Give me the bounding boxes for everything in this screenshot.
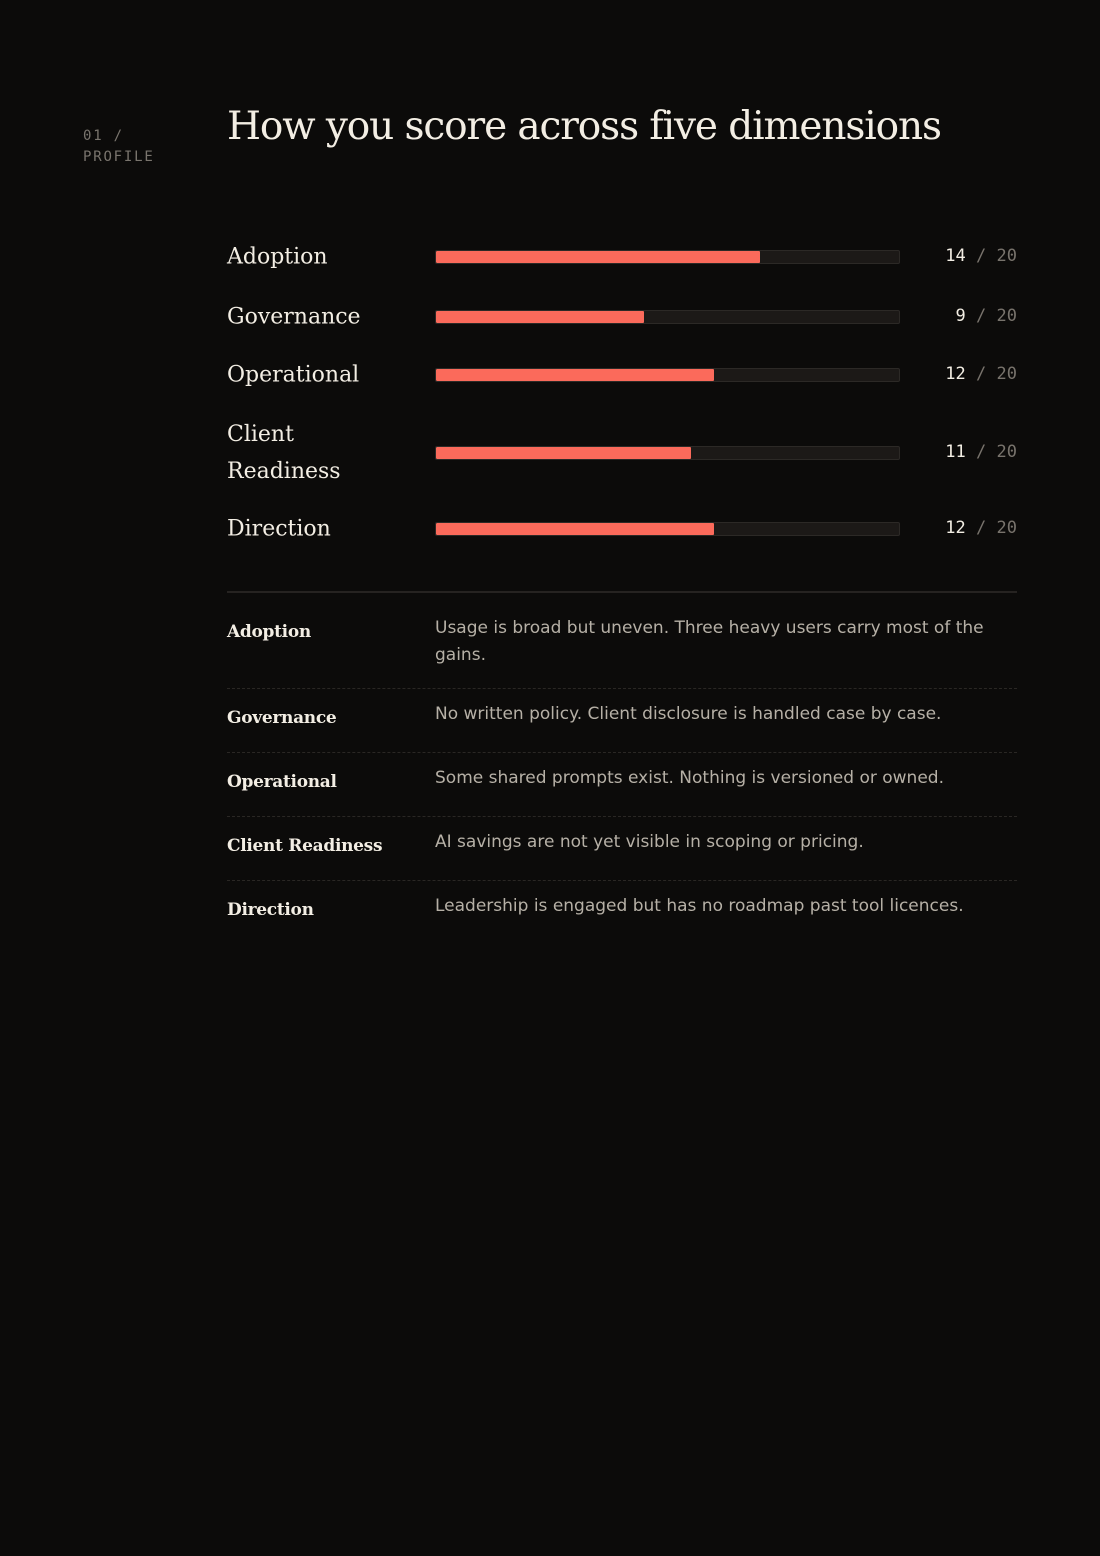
score-bar-track bbox=[435, 522, 900, 536]
score-max: 20 bbox=[996, 246, 1017, 266]
score-value bbox=[945, 518, 1017, 538]
score-bar-track bbox=[435, 368, 900, 382]
score-number: 12 bbox=[945, 364, 966, 384]
score-value bbox=[956, 306, 1017, 326]
section-name: PROFILE bbox=[83, 149, 155, 165]
note-text: No written policy. Client disclosure is handled case by case. bbox=[435, 704, 942, 724]
note-name: Adoption bbox=[227, 622, 311, 642]
score-separator: / bbox=[976, 442, 987, 462]
score-bar-track bbox=[435, 310, 900, 324]
score-row-operational bbox=[227, 360, 1017, 390]
section-number: 01 / bbox=[83, 128, 124, 144]
score-separator: / bbox=[976, 364, 987, 384]
score-number: 14 bbox=[945, 246, 966, 266]
score-name: Operational bbox=[227, 362, 360, 388]
score-number: 9 bbox=[955, 306, 966, 326]
note-name: Direction bbox=[227, 900, 314, 920]
note-row bbox=[227, 603, 1017, 689]
section-label bbox=[83, 126, 193, 168]
score-max: 20 bbox=[996, 518, 1017, 538]
note-row bbox=[227, 753, 1017, 817]
score-bar-fill bbox=[436, 251, 760, 263]
score-separator: / bbox=[976, 518, 987, 538]
score-value bbox=[945, 246, 1017, 266]
note-text: AI savings are not yet visible in scoping or pricing. bbox=[435, 832, 864, 852]
score-value bbox=[945, 364, 1017, 384]
score-bar-fill bbox=[436, 369, 714, 381]
score-number: 11 bbox=[945, 442, 966, 462]
score-name: Client Readiness bbox=[227, 422, 341, 484]
note-name: Governance bbox=[227, 708, 337, 728]
score-bar-fill bbox=[436, 447, 691, 459]
note-text: Some shared prompts exist. Nothing is versioned or owned. bbox=[435, 768, 944, 788]
section-divider bbox=[227, 591, 1017, 593]
score-row-direction bbox=[227, 514, 1017, 544]
note-name: Operational bbox=[227, 772, 337, 792]
note-row bbox=[227, 817, 1017, 881]
score-name: Governance bbox=[227, 304, 361, 330]
note-row bbox=[227, 881, 1017, 944]
score-separator: / bbox=[976, 306, 987, 326]
score-row-governance bbox=[227, 302, 1017, 332]
note-text: Usage is broad but uneven. Three heavy users carry most of the gains. bbox=[435, 618, 984, 665]
score-max: 20 bbox=[996, 364, 1017, 384]
page-title: How you score across five dimensions bbox=[227, 104, 941, 149]
note-text: Leadership is engaged but has no roadmap past tool licences. bbox=[435, 896, 964, 916]
score-row-client-readiness bbox=[227, 422, 1017, 484]
score-name: Adoption bbox=[227, 244, 328, 270]
note-row bbox=[227, 689, 1017, 753]
score-bar-track bbox=[435, 250, 900, 264]
score-name: Direction bbox=[227, 516, 331, 542]
score-max: 20 bbox=[996, 306, 1017, 326]
score-separator: / bbox=[976, 246, 987, 266]
score-value bbox=[945, 442, 1017, 462]
score-bar-fill bbox=[436, 523, 714, 535]
score-row-adoption bbox=[227, 242, 1017, 272]
score-bar-fill bbox=[436, 311, 644, 323]
score-max: 20 bbox=[996, 442, 1017, 462]
score-number: 12 bbox=[945, 518, 966, 538]
note-name: Client Readiness bbox=[227, 836, 383, 856]
dimension-notes bbox=[227, 603, 1017, 944]
score-bar-track bbox=[435, 446, 900, 460]
